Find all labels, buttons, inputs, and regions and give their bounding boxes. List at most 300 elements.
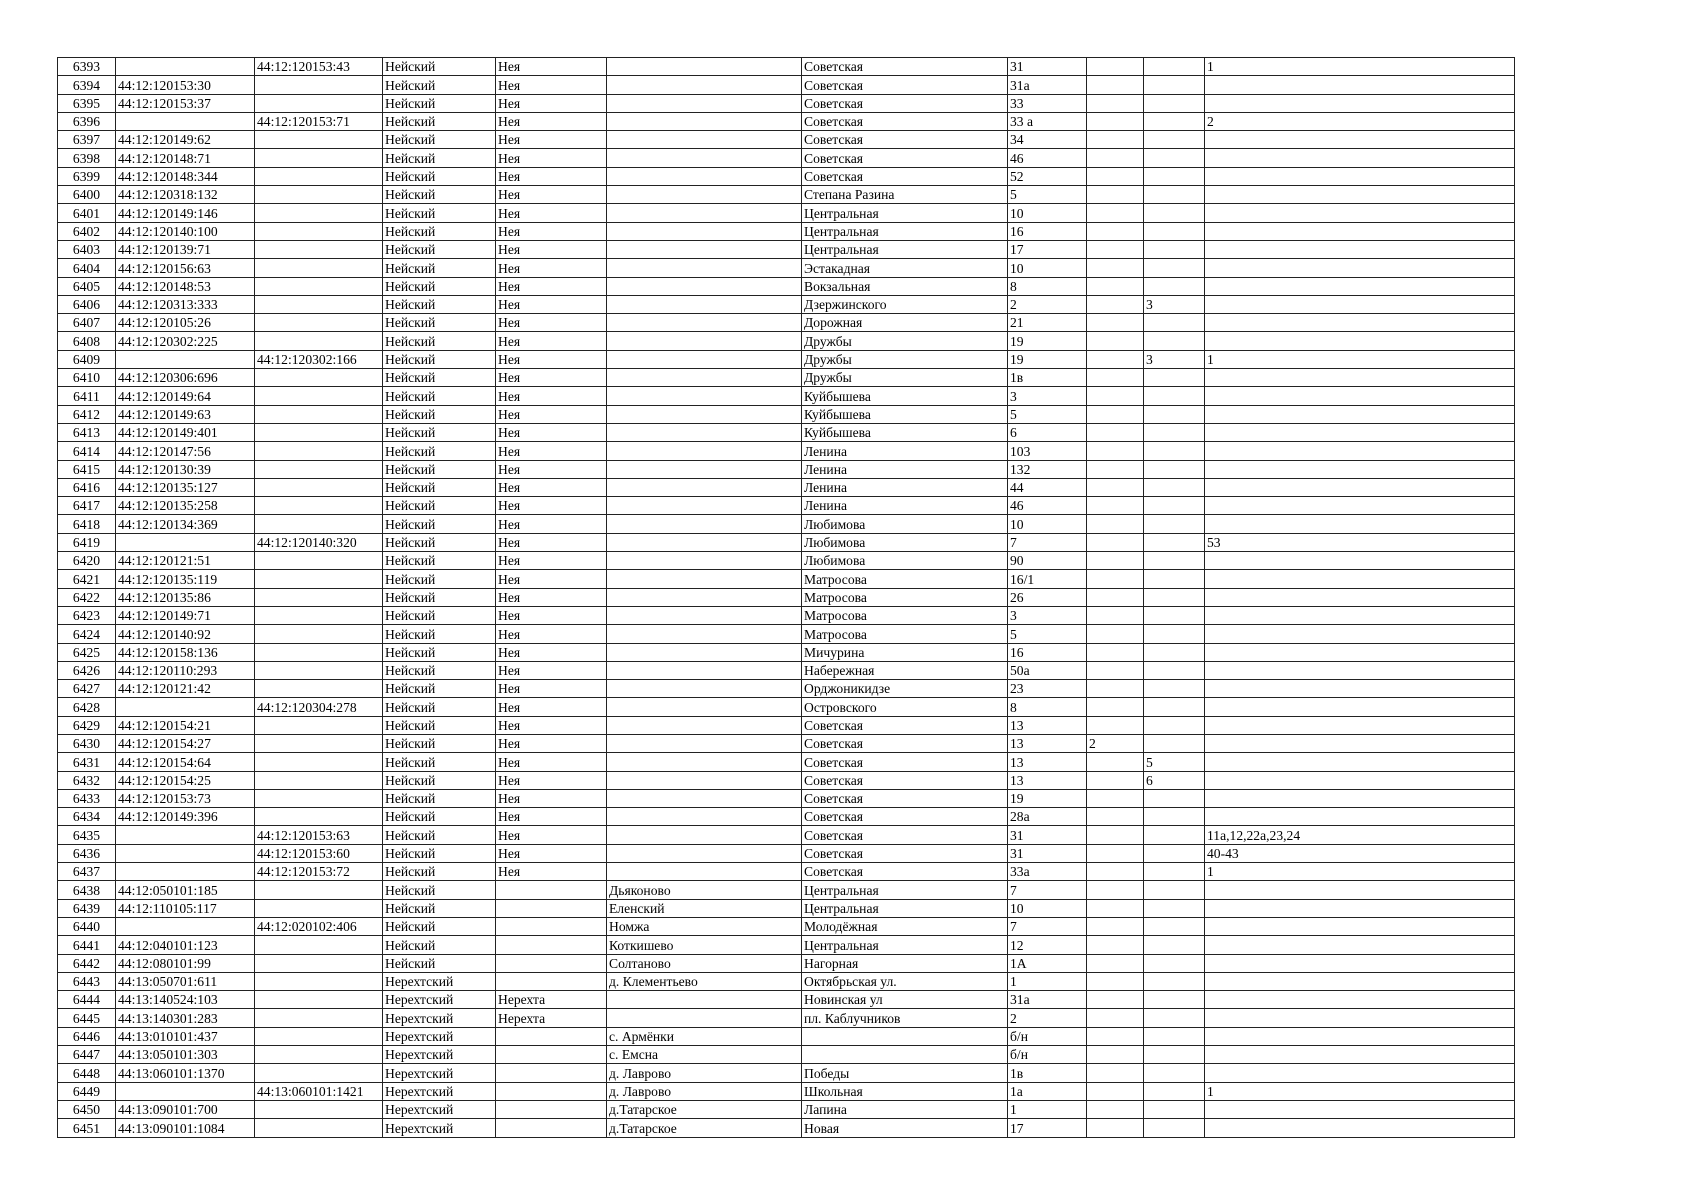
building-cell	[1087, 844, 1144, 862]
row-number-cell: 6404	[58, 259, 116, 277]
structure-cell	[1144, 899, 1205, 917]
structure-cell	[1144, 533, 1205, 551]
row-number-cell: 6431	[58, 753, 116, 771]
cadastral-number-alt-cell	[255, 259, 383, 277]
table-row	[58, 58, 1515, 76]
cadastral-number-cell: 44:12:120130:39	[116, 460, 255, 478]
cadastral-number-alt-cell	[255, 570, 383, 588]
settlement-cell	[607, 826, 802, 844]
district-cell: Нейский	[383, 387, 496, 405]
city-cell: Нея	[496, 76, 607, 94]
apartment-cell	[1205, 972, 1515, 990]
settlement-cell: Номжа	[607, 917, 802, 935]
cadastral-number-alt-cell	[255, 222, 383, 240]
settlement-cell: с. Армёнки	[607, 1027, 802, 1045]
row-number-cell: 6428	[58, 698, 116, 716]
apartment-cell	[1205, 442, 1515, 460]
table-row	[58, 314, 1515, 332]
apartment-cell	[1205, 94, 1515, 112]
house-cell: 12	[1008, 936, 1087, 954]
district-cell: Нейский	[383, 716, 496, 734]
city-cell: Нея	[496, 460, 607, 478]
apartment-cell: 40-43	[1205, 844, 1515, 862]
row-number-cell: 6402	[58, 222, 116, 240]
building-cell	[1087, 204, 1144, 222]
house-cell: 31а	[1008, 991, 1087, 1009]
table-row	[58, 515, 1515, 533]
district-cell: Нерехтский	[383, 1100, 496, 1118]
structure-cell	[1144, 94, 1205, 112]
city-cell: Нея	[496, 606, 607, 624]
table-row	[58, 625, 1515, 643]
row-number-cell: 6430	[58, 734, 116, 752]
city-cell: Нея	[496, 515, 607, 533]
table-row	[58, 533, 1515, 551]
settlement-cell	[607, 552, 802, 570]
district-cell: Нейский	[383, 204, 496, 222]
cadastral-number-alt-cell	[255, 899, 383, 917]
cadastral-number-cell: 44:12:120149:63	[116, 405, 255, 423]
row-number-cell: 6451	[58, 1119, 116, 1137]
cadastral-number-cell: 44:12:120135:127	[116, 478, 255, 496]
city-cell: Нея	[496, 680, 607, 698]
district-cell: Нерехтский	[383, 1119, 496, 1137]
district-cell: Нейский	[383, 698, 496, 716]
table-row	[58, 76, 1515, 94]
city-cell: Нея	[496, 478, 607, 496]
building-cell	[1087, 625, 1144, 643]
street-cell: Школьная	[802, 1082, 1008, 1100]
cadastral-number-cell	[116, 112, 255, 130]
table-row	[58, 661, 1515, 679]
district-cell: Нерехтский	[383, 991, 496, 1009]
structure-cell	[1144, 643, 1205, 661]
house-cell: 3	[1008, 606, 1087, 624]
district-cell: Нейский	[383, 76, 496, 94]
row-number-cell: 6429	[58, 716, 116, 734]
structure-cell	[1144, 954, 1205, 972]
house-cell: 3	[1008, 387, 1087, 405]
table-row	[58, 1027, 1515, 1045]
row-number-cell: 6403	[58, 240, 116, 258]
settlement-cell	[607, 405, 802, 423]
street-cell: Эстакадная	[802, 259, 1008, 277]
settlement-cell: Солтаново	[607, 954, 802, 972]
house-cell: 13	[1008, 771, 1087, 789]
street-cell: Советская	[802, 771, 1008, 789]
street-cell: Советская	[802, 131, 1008, 149]
street-cell: Новая	[802, 1119, 1008, 1137]
city-cell: Нея	[496, 423, 607, 441]
city-cell: Нея	[496, 350, 607, 368]
table-row	[58, 789, 1515, 807]
structure-cell	[1144, 460, 1205, 478]
district-cell: Нейский	[383, 405, 496, 423]
table-row	[58, 826, 1515, 844]
apartment-cell	[1205, 1064, 1515, 1082]
apartment-cell	[1205, 369, 1515, 387]
cadastral-number-cell: 44:12:120153:37	[116, 94, 255, 112]
building-cell	[1087, 405, 1144, 423]
cadastral-number-alt-cell	[255, 131, 383, 149]
cadastral-number-cell: 44:13:050701:611	[116, 972, 255, 990]
cadastral-number-alt-cell	[255, 478, 383, 496]
house-cell: 132	[1008, 460, 1087, 478]
building-cell	[1087, 497, 1144, 515]
row-number-cell: 6417	[58, 497, 116, 515]
district-cell: Нейский	[383, 643, 496, 661]
table-row	[58, 460, 1515, 478]
table-row	[58, 387, 1515, 405]
cadastral-number-cell: 44:12:120135:119	[116, 570, 255, 588]
district-cell: Нейский	[383, 222, 496, 240]
building-cell	[1087, 826, 1144, 844]
cadastral-number-alt-cell	[255, 1046, 383, 1064]
apartment-cell	[1205, 1100, 1515, 1118]
building-cell	[1087, 369, 1144, 387]
cadastral-number-cell: 44:12:120135:86	[116, 588, 255, 606]
cadastral-number-cell	[116, 1082, 255, 1100]
table-row	[58, 240, 1515, 258]
row-number-cell: 6437	[58, 863, 116, 881]
building-cell	[1087, 606, 1144, 624]
structure-cell	[1144, 204, 1205, 222]
cadastral-number-alt-cell	[255, 734, 383, 752]
settlement-cell	[607, 863, 802, 881]
apartment-cell: 53	[1205, 533, 1515, 551]
row-number-cell: 6409	[58, 350, 116, 368]
district-cell: Нейский	[383, 167, 496, 185]
table-row	[58, 954, 1515, 972]
city-cell: Нея	[496, 387, 607, 405]
structure-cell	[1144, 917, 1205, 935]
settlement-cell	[607, 369, 802, 387]
building-cell	[1087, 698, 1144, 716]
district-cell: Нейский	[383, 186, 496, 204]
city-cell: Нея	[496, 167, 607, 185]
structure-cell	[1144, 497, 1205, 515]
city-cell: Нея	[496, 863, 607, 881]
table-row	[58, 277, 1515, 295]
district-cell: Нейский	[383, 881, 496, 899]
cadastral-number-alt-cell	[255, 497, 383, 515]
building-cell	[1087, 588, 1144, 606]
apartment-cell	[1205, 991, 1515, 1009]
house-cell: 21	[1008, 314, 1087, 332]
building-cell	[1087, 680, 1144, 698]
apartment-cell	[1205, 478, 1515, 496]
row-number-cell: 6450	[58, 1100, 116, 1118]
row-number-cell: 6434	[58, 808, 116, 826]
building-cell	[1087, 423, 1144, 441]
building-cell	[1087, 131, 1144, 149]
district-cell: Нерехтский	[383, 1064, 496, 1082]
row-number-cell: 6414	[58, 442, 116, 460]
district-cell: Нейский	[383, 131, 496, 149]
district-cell: Нейский	[383, 734, 496, 752]
building-cell	[1087, 76, 1144, 94]
cadastral-number-cell: 44:12:080101:99	[116, 954, 255, 972]
apartment-cell: 11а,12,22а,23,24	[1205, 826, 1515, 844]
apartment-cell	[1205, 570, 1515, 588]
row-number-cell: 6408	[58, 332, 116, 350]
building-cell	[1087, 295, 1144, 313]
district-cell: Нейский	[383, 332, 496, 350]
city-cell	[496, 972, 607, 990]
house-cell: 8	[1008, 698, 1087, 716]
table-row	[58, 1064, 1515, 1082]
street-cell: Дзержинского	[802, 295, 1008, 313]
building-cell: 2	[1087, 734, 1144, 752]
city-cell	[496, 1064, 607, 1082]
house-cell: 6	[1008, 423, 1087, 441]
table-row	[58, 186, 1515, 204]
building-cell	[1087, 222, 1144, 240]
street-cell: Советская	[802, 808, 1008, 826]
table-row	[58, 94, 1515, 112]
apartment-cell	[1205, 222, 1515, 240]
building-cell	[1087, 277, 1144, 295]
apartment-cell	[1205, 460, 1515, 478]
house-cell: 19	[1008, 789, 1087, 807]
apartment-cell	[1205, 387, 1515, 405]
district-cell: Нейский	[383, 295, 496, 313]
cadastral-number-alt-cell	[255, 954, 383, 972]
house-cell: 1	[1008, 972, 1087, 990]
row-number-cell: 6393	[58, 58, 116, 76]
cadastral-number-alt-cell	[255, 588, 383, 606]
city-cell: Нея	[496, 112, 607, 130]
structure-cell	[1144, 936, 1205, 954]
building-cell	[1087, 954, 1144, 972]
settlement-cell	[607, 423, 802, 441]
street-cell: Советская	[802, 112, 1008, 130]
apartment-cell	[1205, 295, 1515, 313]
apartment-cell	[1205, 277, 1515, 295]
settlement-cell	[607, 277, 802, 295]
street-cell: Дружбы	[802, 350, 1008, 368]
apartment-cell	[1205, 716, 1515, 734]
cadastral-number-cell	[116, 698, 255, 716]
city-cell: Нея	[496, 771, 607, 789]
district-cell: Нейский	[383, 314, 496, 332]
street-cell: Победы	[802, 1064, 1008, 1082]
settlement-cell	[607, 716, 802, 734]
settlement-cell: д. Лаврово	[607, 1082, 802, 1100]
settlement-cell	[607, 533, 802, 551]
cadastral-number-alt-cell	[255, 76, 383, 94]
structure-cell	[1144, 478, 1205, 496]
house-cell: 31	[1008, 58, 1087, 76]
cadastral-number-cell: 44:12:120149:62	[116, 131, 255, 149]
city-cell: Нея	[496, 442, 607, 460]
table-row	[58, 899, 1515, 917]
cadastral-number-alt-cell	[255, 149, 383, 167]
house-cell: 19	[1008, 332, 1087, 350]
cadastral-number-alt-cell	[255, 460, 383, 478]
row-number-cell: 6447	[58, 1046, 116, 1064]
house-cell: 16/1	[1008, 570, 1087, 588]
apartment-cell	[1205, 808, 1515, 826]
structure-cell	[1144, 1082, 1205, 1100]
building-cell	[1087, 771, 1144, 789]
settlement-cell	[607, 167, 802, 185]
settlement-cell	[607, 606, 802, 624]
district-cell: Нейский	[383, 442, 496, 460]
cadastral-number-alt-cell	[255, 716, 383, 734]
settlement-cell	[607, 58, 802, 76]
structure-cell	[1144, 789, 1205, 807]
row-number-cell: 6416	[58, 478, 116, 496]
cadastral-number-cell: 44:12:120302:225	[116, 332, 255, 350]
cadastral-number-cell	[116, 826, 255, 844]
apartment-cell	[1205, 1046, 1515, 1064]
cadastral-number-alt-cell	[255, 1027, 383, 1045]
settlement-cell	[607, 314, 802, 332]
city-cell: Нея	[496, 277, 607, 295]
house-cell: 2	[1008, 1009, 1087, 1027]
apartment-cell	[1205, 899, 1515, 917]
district-cell: Нейский	[383, 789, 496, 807]
cadastral-number-cell: 44:12:120156:63	[116, 259, 255, 277]
cadastral-number-cell: 44:13:010101:437	[116, 1027, 255, 1045]
structure-cell	[1144, 387, 1205, 405]
cadastral-number-alt-cell: 44:12:120140:320	[255, 533, 383, 551]
table-row	[58, 734, 1515, 752]
house-cell: 16	[1008, 222, 1087, 240]
row-number-cell: 6442	[58, 954, 116, 972]
settlement-cell	[607, 350, 802, 368]
cadastral-number-cell	[116, 917, 255, 935]
house-cell: 17	[1008, 1119, 1087, 1137]
table-row	[58, 771, 1515, 789]
city-cell: Нея	[496, 497, 607, 515]
table-row	[58, 680, 1515, 698]
street-cell: Советская	[802, 844, 1008, 862]
row-number-cell: 6394	[58, 76, 116, 94]
city-cell	[496, 1027, 607, 1045]
settlement-cell	[607, 698, 802, 716]
apartment-cell	[1205, 332, 1515, 350]
cadastral-number-cell: 44:12:120154:21	[116, 716, 255, 734]
cadastral-number-alt-cell	[255, 643, 383, 661]
building-cell	[1087, 332, 1144, 350]
settlement-cell: д.Татарское	[607, 1100, 802, 1118]
cadastral-number-alt-cell	[255, 1009, 383, 1027]
house-cell: 23	[1008, 680, 1087, 698]
cadastral-number-alt-cell	[255, 1119, 383, 1137]
settlement-cell	[607, 789, 802, 807]
street-cell: Матросова	[802, 588, 1008, 606]
cadastral-number-cell: 44:12:120306:696	[116, 369, 255, 387]
district-cell: Нейский	[383, 844, 496, 862]
settlement-cell: д.Татарское	[607, 1119, 802, 1137]
cadastral-number-alt-cell: 44:12:120304:278	[255, 698, 383, 716]
cadastral-number-cell: 44:12:120154:25	[116, 771, 255, 789]
cadastral-number-alt-cell: 44:12:120302:166	[255, 350, 383, 368]
settlement-cell	[607, 991, 802, 1009]
cadastral-number-cell: 44:12:120140:92	[116, 625, 255, 643]
settlement-cell	[607, 680, 802, 698]
apartment-cell: 2	[1205, 112, 1515, 130]
building-cell	[1087, 387, 1144, 405]
house-cell: 13	[1008, 716, 1087, 734]
settlement-cell	[607, 131, 802, 149]
row-number-cell: 6424	[58, 625, 116, 643]
district-cell: Нейский	[383, 460, 496, 478]
row-number-cell: 6443	[58, 972, 116, 990]
row-number-cell: 6418	[58, 515, 116, 533]
district-cell: Нейский	[383, 661, 496, 679]
structure-cell	[1144, 606, 1205, 624]
structure-cell	[1144, 972, 1205, 990]
cadastral-number-alt-cell	[255, 808, 383, 826]
apartment-cell	[1205, 734, 1515, 752]
city-cell: Нея	[496, 808, 607, 826]
structure-cell	[1144, 112, 1205, 130]
city-cell	[496, 1046, 607, 1064]
house-cell: 1а	[1008, 1082, 1087, 1100]
city-cell	[496, 936, 607, 954]
row-number-cell: 6395	[58, 94, 116, 112]
row-number-cell: 6439	[58, 899, 116, 917]
building-cell	[1087, 1064, 1144, 1082]
settlement-cell	[607, 112, 802, 130]
building-cell	[1087, 442, 1144, 460]
house-cell: 13	[1008, 753, 1087, 771]
cadastral-number-alt-cell	[255, 1100, 383, 1118]
structure-cell	[1144, 1027, 1205, 1045]
cadastral-number-alt-cell: 44:12:120153:72	[255, 863, 383, 881]
row-number-cell: 6420	[58, 552, 116, 570]
district-cell: Нейский	[383, 350, 496, 368]
cadastral-number-alt-cell	[255, 277, 383, 295]
settlement-cell	[607, 1009, 802, 1027]
table-row	[58, 863, 1515, 881]
street-cell: Матросова	[802, 606, 1008, 624]
district-cell: Нерехтский	[383, 972, 496, 990]
cadastral-number-cell	[116, 863, 255, 881]
district-cell: Нейский	[383, 369, 496, 387]
table-row	[58, 808, 1515, 826]
table-row	[58, 716, 1515, 734]
settlement-cell: д. Клементьево	[607, 972, 802, 990]
settlement-cell	[607, 186, 802, 204]
table-row	[58, 442, 1515, 460]
house-cell: 13	[1008, 734, 1087, 752]
table-row	[58, 1009, 1515, 1027]
street-cell: Советская	[802, 94, 1008, 112]
street-cell: Ленина	[802, 442, 1008, 460]
apartment-cell	[1205, 552, 1515, 570]
settlement-cell	[607, 661, 802, 679]
building-cell	[1087, 661, 1144, 679]
structure-cell	[1144, 734, 1205, 752]
street-cell: Степана Разина	[802, 186, 1008, 204]
apartment-cell	[1205, 259, 1515, 277]
cadastral-number-cell: 44:12:120149:146	[116, 204, 255, 222]
city-cell: Нея	[496, 552, 607, 570]
house-cell: 26	[1008, 588, 1087, 606]
cadastral-number-cell	[116, 58, 255, 76]
street-cell: Вокзальная	[802, 277, 1008, 295]
district-cell: Нейский	[383, 478, 496, 496]
row-number-cell: 6427	[58, 680, 116, 698]
cadastral-number-cell	[116, 350, 255, 368]
building-cell	[1087, 863, 1144, 881]
house-cell: 90	[1008, 552, 1087, 570]
street-cell: Советская	[802, 716, 1008, 734]
